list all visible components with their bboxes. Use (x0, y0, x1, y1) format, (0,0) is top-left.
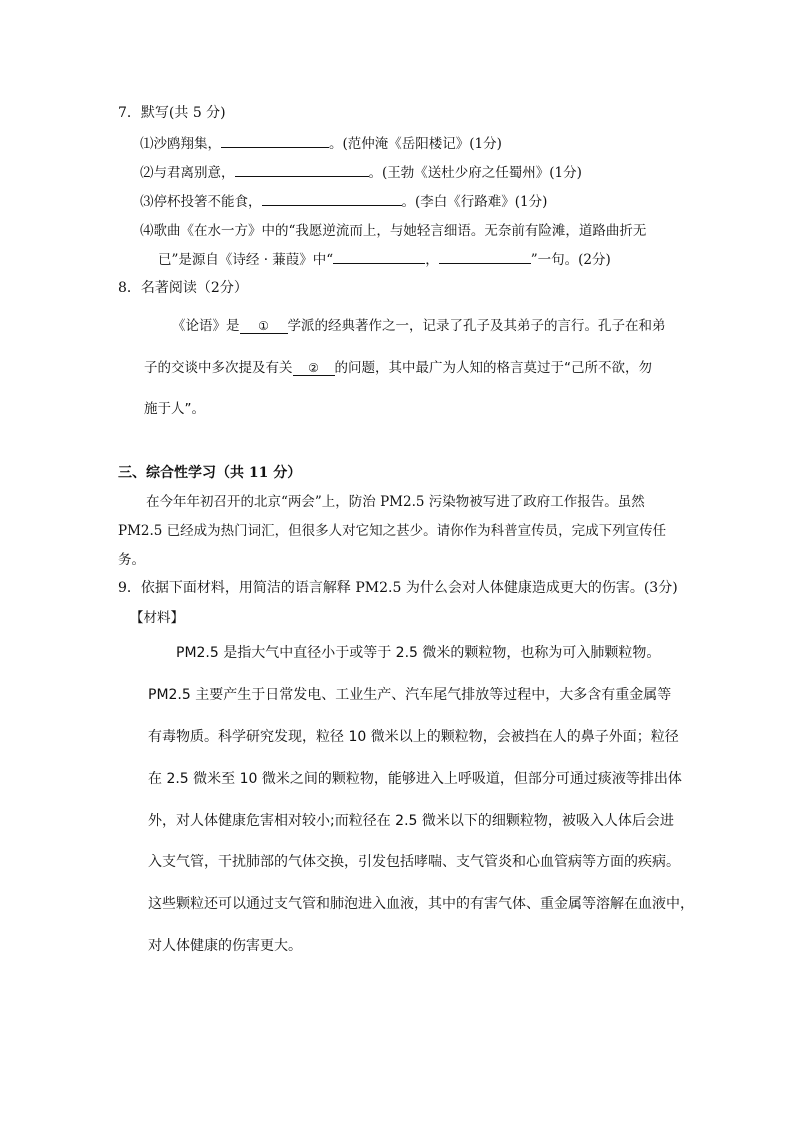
q8-text: 子的交谈中多次提及有关 (144, 360, 293, 376)
section-3-intro-3: 务。 (118, 552, 145, 568)
q8-text: 的问题，其中最广为人知的格言莫过于“己所不欲，勿 (334, 360, 652, 376)
q8-text: 学派的经典著作之一，记录了孔子及其弟子的言行。孔子在和弟 (287, 318, 666, 334)
material-line-6: 入支气管，干扰肺部的气体交换，引发包括哮喘、支气管炎和心血管病等方面的疾病。 (148, 854, 680, 870)
q7-item-2-source: 。(王勃《送杜少府之任蜀州》(1分) (368, 165, 582, 181)
material-line-8: 对人体健康的伤害更大。 (148, 938, 302, 954)
q8-line-1 (172, 314, 666, 334)
q8-text: 《论语》是 (172, 318, 240, 334)
answer-blank[interactable] (221, 135, 329, 148)
q9-title: 9．依据下面材料，用简洁的语言解释 PM2.5 为什么会对人体健康造成更大的伤害。(3分) (118, 580, 678, 596)
answer-blank[interactable] (235, 164, 369, 177)
q7-item-4-tail: ”一句。(2分) (530, 252, 611, 268)
q7-item-4-text: 已”是源自《诗经 · 蒹葭》中“ (158, 252, 334, 268)
material-line-5: 外，对人体健康危害相对较小;而粒径在 2.5 微米以下的细颗粒物，被吸入人体后会进 (148, 813, 674, 829)
q7-item-3-source: 。(李白《行路难》(1分) (401, 194, 548, 210)
answer-blank-1[interactable]: ① (240, 319, 288, 334)
answer-blank[interactable] (439, 251, 531, 264)
answer-blank[interactable] (333, 251, 425, 264)
material-line-7: 这些颗粒还可以通过支气管和肺泡进入血液，其中的有害气体、重金属等溶解在血液中， (148, 896, 694, 912)
q7-item-4-line2 (158, 248, 611, 268)
material-line-1: PM2.5 是指大气中直径小于或等于 2.5 微米的颗粒物，也称为可入肺颗粒物。 (176, 645, 661, 661)
q7-item-1-source: 。(范仲淹《岳阳楼记》(1分) (329, 136, 502, 152)
q7-item-3-text: ⑶停杯投箸不能食， (140, 194, 262, 210)
section-3-intro-1: 在今年年初召开的北京“两会”上，防治 PM2.5 污染物被写进了政府工作报告。虽然 (146, 494, 645, 510)
material-line-3: 有毒物质。科学研究发现，粒径 10 微米以上的颗粒物，会被挡在人的鼻子外面；粒径 (148, 729, 679, 745)
q7-item-4-line1: ⑷歌曲《在水一方》中的“我愿逆流而上，与她轻言细语。无奈前有险滩，道路曲折无 (140, 223, 647, 239)
q7-item-2 (140, 161, 582, 181)
q7-item-3 (140, 190, 547, 210)
answer-blank-2[interactable]: ② (293, 361, 335, 376)
section-3-title: 三、综合性学习（共 11 分） (118, 465, 302, 481)
material-line-4: 在 2.5 微米至 10 微米之间的颗粒物，能够进入上呼吸道，但部分可通过痰液等排出体 (148, 771, 682, 787)
material-line-2: PM2.5 主要产生于日常发电、工业生产、汽车尾气排放等过程中，大多含有重金属等 (148, 687, 672, 703)
q8-title: 8．名著阅读（2分） (118, 280, 248, 296)
q7-item-2-text: ⑵与君离别意， (140, 165, 235, 181)
section-3-intro-2: PM2.5 已经成为热门词汇，但很多人对它知之甚少。请你作为科普宣传员，完成下列宣传任 (118, 523, 667, 539)
q8-line-2 (144, 356, 652, 376)
q8-line-3: 施于人”。 (144, 401, 205, 417)
q7-item-1 (140, 132, 502, 152)
q7-title: 7．默写(共 5 分) (118, 105, 226, 121)
comma: ， (425, 252, 439, 268)
q7-item-1-text: ⑴沙鸥翔集， (140, 136, 221, 152)
answer-blank[interactable] (262, 193, 402, 206)
material-label: 【材料】 (130, 610, 184, 626)
